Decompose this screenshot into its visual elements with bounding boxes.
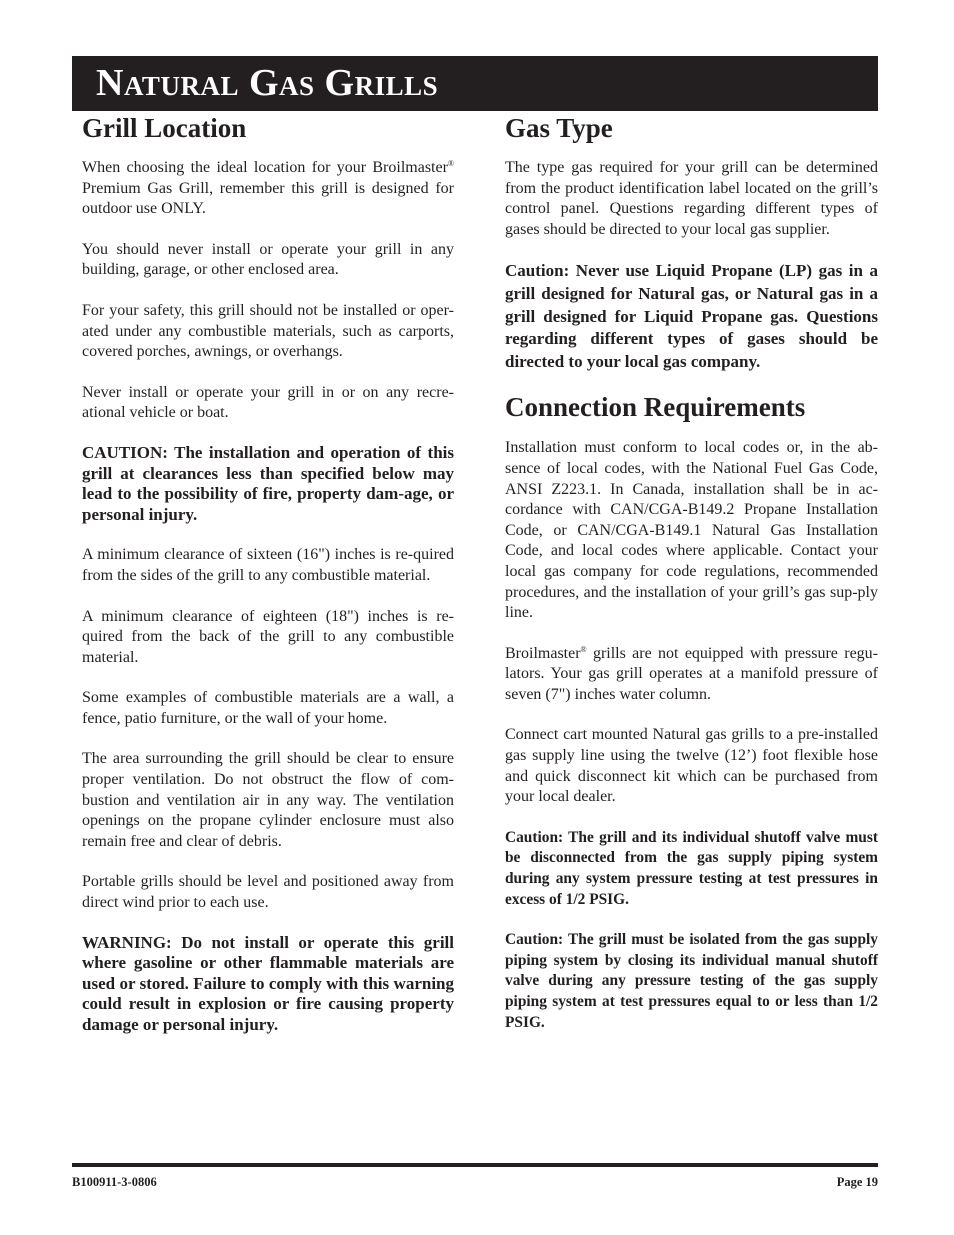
paragraph-pressure-regulators: [505, 644, 878, 706]
section-banner: [72, 56, 878, 111]
paragraph-combustible-examples: Some examples of combustible materials are a wall, a fence, patio furniture, or the wall of your home.: [82, 689, 454, 727]
paragraph-codes: Installation must conform to local codes or, in the ab-sence of local codes, with the National Fuel Gas Code, ANSI Z223.1. In Canada, installation shall be in ac-cordance with CAN/CGA-B149.2 Propane Installation Code, or CAN/CGA-B149.1 Natural Gas Installation Code, and local codes where applicable. Contact your local gas company for code regulations, recommended procedures, and the installation of your grill’s gas sup-ply line.: [505, 439, 878, 622]
footer-rule: [72, 1163, 878, 1167]
paragraph-back-clearance: A minimum clearance of eighteen (18") inches is re-quired from the back of the grill to any combustible material.: [82, 607, 454, 666]
paragraph-connect-hose: Connect cart mounted Natural gas grills to a pre-installed gas supply line using the twelve (12’) foot flexible hose and quick disconnect kit which can be purchased from your local dealer.: [505, 726, 878, 806]
text-run: When choosing the ideal location for your Broilmaster: [82, 159, 448, 176]
registered-mark: ®: [447, 159, 454, 168]
caution-isolate: Caution: The grill must be isolated from the gas supply piping system by closing its individual manual shutoff valve during any pressure testing of the gas supply piping system at test pressures equal to or less than 1/2 PSIG.: [505, 931, 878, 1031]
page-title: Natural Gas Grills: [96, 62, 439, 104]
warning-flammable: WARNING: Do not install or operate this grill where gasoline or other flammable materials are used or stored. Failure to comply with this warning could result in explosion or fire causing property damage or personal injury.: [82, 932, 454, 1034]
paragraph-side-clearance: A minimum clearance of sixteen (16") inches is re-quired from the sides of the grill to any combustible material.: [82, 546, 454, 584]
page-number: Page 19: [836, 1175, 878, 1189]
heading-gas-type: Gas Type: [505, 113, 613, 143]
paragraph-location-intro: [82, 158, 454, 220]
right-column: [505, 112, 878, 1033]
text-run: Broilmaster: [505, 644, 581, 662]
text-run: Premium Gas Grill, remember this grill is designed for outdoor use ONLY.: [82, 179, 454, 218]
paragraph-ventilation: The area surrounding the grill should be clear to ensure proper ventilation. Do not obstruct the flow of com-bustion and ventilation air in any way. The ventilation openings on the propane cylinder enclosure must also remain free and clear of debris.: [82, 750, 454, 850]
heading-connection-requirements: Connection Requirements: [505, 392, 806, 423]
caution-clearances: CAUTION: The installation and operation of this grill at clearances less than specified below may lead to the possibility of fire, property dam-age, or personal injury.: [82, 442, 454, 524]
left-column: [82, 112, 454, 1036]
heading-grill-location: Grill Location: [82, 113, 247, 143]
paragraph-portable-grills: Portable grills should be level and positioned away from direct wind prior to each use.: [82, 873, 454, 912]
caution-disconnect: Caution: The grill and its individual shutoff valve must be disconnected from the gas supply piping system during any system pressure testing at test pressures in excess of 1/2 PSIG.: [505, 828, 878, 908]
paragraph-enclosed-area: You should never install or operate your grill in any building, garage, or other enclosed area.: [82, 240, 454, 279]
document-number: B100911-3-0806: [72, 1175, 157, 1189]
paragraph-recreational-vehicle: Never install or operate your grill in or on any recre-ational vehicle or boat.: [82, 383, 454, 422]
caution-gas-type: Caution: Never use Liquid Propane (LP) gas in a grill designed for Natural gas, or Natural gas in a grill designed for Liquid Propane gas. Questions regarding different types of gases should be directed to your local gas company.: [505, 261, 878, 371]
text-run: grills are not equipped with pressure regu-lators. Your gas grill operates at a manifold pressure of seven (7") inches water column.: [505, 644, 878, 703]
registered-mark: ®: [580, 644, 587, 654]
paragraph-gas-type: The type gas required for your grill can be determined from the product identification label located on the grill’s control panel. Questions regarding different types of gases should be directed to your local gas supplier.: [505, 159, 878, 238]
paragraph-safety: For your safety, this grill should not be installed or oper-ated under any combustible materials, such as carports, covered porches, awnings, or overhangs.: [82, 301, 454, 361]
